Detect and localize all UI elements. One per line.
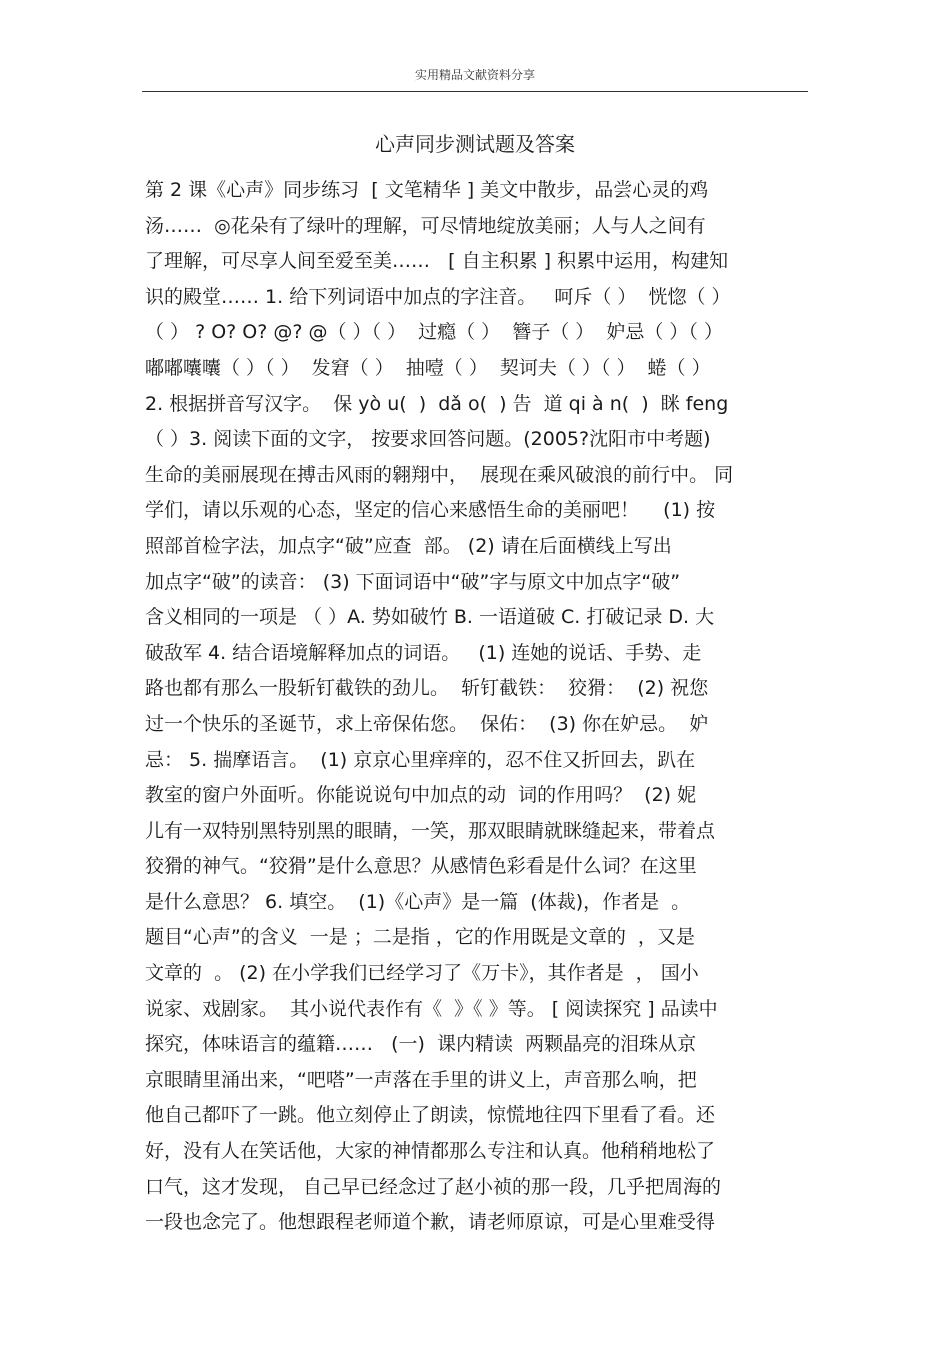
text-line: 是什么意思？ 6. 填空。 (1)《心声》是一篇 (体裁)，作者是 。 bbox=[145, 890, 691, 913]
text-line: 嘟嘟囔囔（ ）（ ） 发窘（ ） 抽噎（ ） 契诃夫（ ）（ ） 蜷（ ） bbox=[145, 356, 711, 379]
text-line: 生命的美丽展现在搏击风雨的翱翔中， 展现在乘风破浪的前行中。 同 bbox=[145, 463, 734, 486]
text-line: 京眼睛里涌出来，“吧嗒”一声落在手里的讲义上，声音那么响，把 bbox=[145, 1068, 697, 1091]
text-line: （ ）3. 阅读下面的文字， 按要求回答问题。(2005?沈阳市中考题) bbox=[145, 428, 711, 451]
text-line: 一段也念完了。他想跟程老师道个歉，请老师原谅，可是心里难受得 bbox=[145, 1211, 716, 1234]
text-line: 口气，这才发现， 自己早已经念过了赵小祯的那一段，几乎把周海的 bbox=[145, 1175, 722, 1198]
text-line: 儿有一双特别黑特别黑的眼睛，一笑，那双眼睛就眯缝起来，带着点 bbox=[145, 819, 716, 842]
text-line: 第 2 课《心声》同步练习 [ 文笔精华 ] 美文中散步，品尝心灵的鸡 bbox=[145, 179, 709, 201]
text-line: 题目“心声”的含义 一是 ；二是指 ，它的作用既是文章的 ，又是 bbox=[145, 926, 695, 949]
document-title: 心声同步测试题及答案 bbox=[375, 132, 575, 156]
text-line: 照部首检字法，加点字“破”应查 部。 (2) 请在后面横线上写出 bbox=[145, 534, 672, 557]
text-line: 探究，体味语言的蕴籍…… (一) 课内精读 两颗晶亮的泪珠从京 bbox=[145, 1033, 697, 1056]
text-line: 他自己都吓了一跳。他立刻停止了朗读，惊慌地往四下里看了看。还 bbox=[145, 1104, 716, 1127]
text-line: 含义相同的一项是 （ ）A. 势如破竹 B. 一语道破 C. 打破记录 D. 大 bbox=[145, 606, 715, 629]
text-line: 好，没有人在笑话他，大家的神情都那么专注和认真。他稍稍地松了 bbox=[145, 1140, 716, 1163]
text-line: 忌： 5. 揣摩语言。 (1) 京京心里痒痒的，忍不住又折回去，趴在 bbox=[145, 748, 696, 771]
text-line: 教室的窗户外面听。你能说说句中加点的动 词的作用吗？ (2) 妮 bbox=[145, 784, 697, 807]
text-line: 过一个快乐的圣诞节，求上帝保佑您。 保佑： (3) 你在妒忌。 妒 bbox=[145, 712, 709, 735]
text-line: 说家、戏剧家。 其小说代表作有《 》《 》等。 [ 阅读探究 ] 品读中 bbox=[145, 997, 718, 1020]
text-line: 文章的 。 (2) 在小学我们已经学习了《万卡》，其作者是 ， 国小 bbox=[145, 962, 699, 985]
text-line: 狡猾的神气。“狡猾”是什么意思？从感情色彩看是什么词？在这里 bbox=[145, 855, 697, 878]
header-divider bbox=[142, 91, 808, 92]
text-line: 汤…… ◎花朵有了绿叶的理解，可尽情地绽放美丽；人与人之间有 bbox=[145, 214, 706, 237]
text-line: （ ） ? O? O? @? @（ ）（ ） 过瘾（ ） 簪子（ ） 妒忌（ ）（ ） bbox=[145, 321, 723, 344]
text-line: 识的殿堂…… 1. 给下列词语中加点的字注音。 呵斥（ ） 恍惚（ ） bbox=[145, 285, 731, 308]
text-line: 了理解，可尽享人间至爱至美…… [ 自主积累 ] 积累中运用，构建知 bbox=[145, 250, 729, 273]
document-body bbox=[145, 173, 810, 1241]
text-line: 学们，请以乐观的心态，坚定的信心来感悟生命的美丽吧！ (1) 按 bbox=[145, 499, 716, 522]
text-line: 加点字“破”的读音： (3) 下面词语中“破”字与原文中加点字“破” bbox=[145, 570, 681, 593]
page-header: 实用精品文献资料分享 bbox=[414, 68, 535, 82]
text-line: 路也都有那么一股斩钉截铁的劲儿。 斩钉截铁： 狡猾： (2) 祝您 bbox=[145, 677, 709, 700]
text-line: 破敌军 4. 结合语境解释加点的词语。 (1) 连她的说话、手势、走 bbox=[145, 641, 702, 664]
text-line: 2. 根据拼音写汉字。 保 yò u( ) dǎ o( ) 告 道 qi à n( ) 眯 feng bbox=[145, 392, 729, 415]
